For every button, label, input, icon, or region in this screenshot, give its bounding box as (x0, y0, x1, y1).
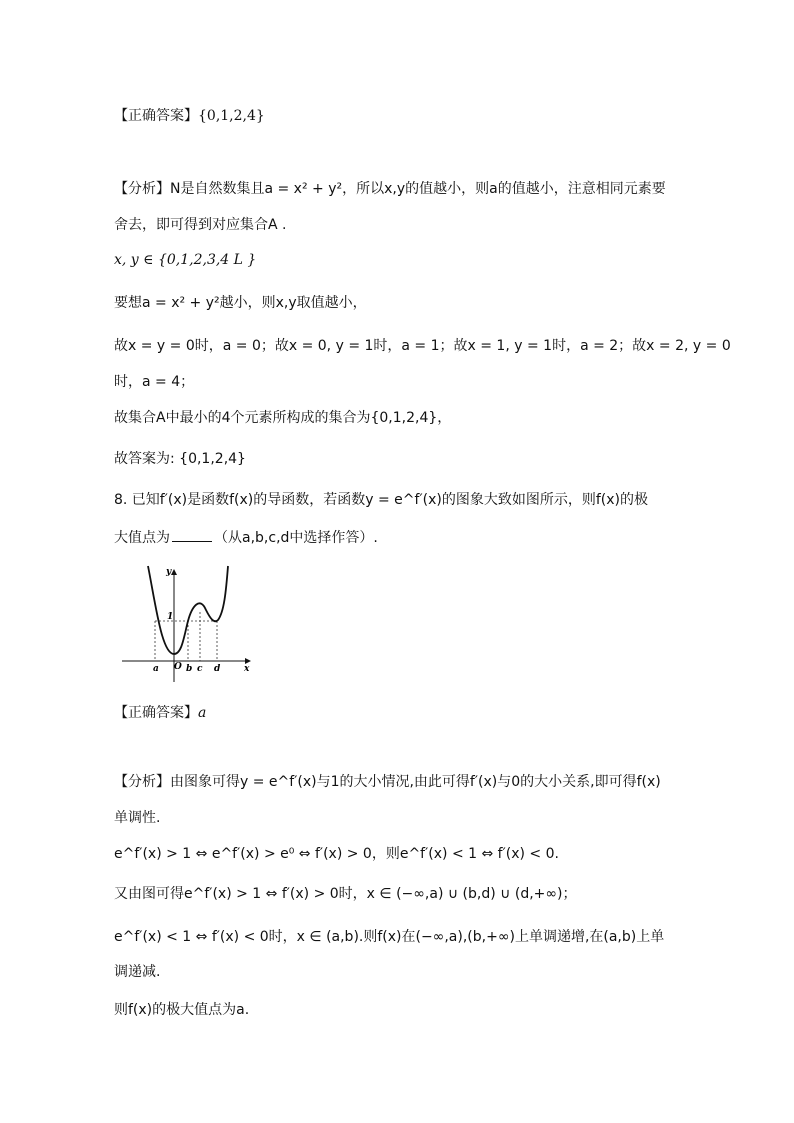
answer-value: {0,1,2,4} (198, 108, 265, 124)
analysis-2-line-3: e^f′(x) > 1 ⇔ e^f′(x) > e⁰ ⇔ f′(x) > 0，则e^f′(x) < 1 ⇔ f′(x) < 0. (114, 846, 559, 862)
analysis-2-line-2: 单调性. (114, 810, 161, 826)
analysis-1-line-6: 时，a = 4； (114, 374, 195, 390)
analysis-2-line-1: 【分析】由图象可得y = e^f′(x)与1的大小情况,由此可得f′(x)与0的大小关系,即可得f(x) (114, 774, 661, 790)
tick-c-label: c (197, 664, 203, 674)
function-graph (120, 562, 254, 684)
answer-label-2: 【正确答案】 (114, 705, 198, 721)
analysis-label: 【分析】 (114, 181, 170, 197)
curve (148, 566, 228, 654)
answer-line-1 (114, 106, 265, 126)
answer-label: 【正确答案】 (114, 108, 198, 124)
analysis-1-line-8: 故答案为: {0,1,2,4} (114, 451, 246, 467)
tick-d-label: d (214, 664, 221, 674)
question-8-line-2: 大值点为 （从a,b,c,d中选择作答）. (114, 527, 378, 548)
origin-label: O (174, 662, 182, 672)
x-label: x (244, 664, 250, 674)
one-label: 1 (167, 612, 174, 622)
y-label: y (166, 567, 172, 577)
analysis-2-line-4: 又由图可得e^f′(x) > 1 ⇔ f′(x) > 0时，x ∈ (−∞,a) ∪ (b,d) ∪ (d,+∞)； (114, 886, 577, 902)
analysis-1-line-3: x, y ∈ {0,1,2,3,4 L } (114, 252, 257, 268)
analysis-1-line-5: 故x = y = 0时，a = 0；故x = 0, y = 1时，a = 1；故x = 1, y = 1时，a = 2；故x = 2, y = 0 (114, 338, 731, 354)
answer-value-2: a (198, 705, 207, 721)
analysis-2-line-5: e^f′(x) < 1 ⇔ f′(x) < 0时，x ∈ (a,b).则f(x)在(−∞,a),(b,+∞)上单调递增,在(a,b)上单 (114, 929, 665, 945)
analysis-1-line-4: 要想a = x² + y²越小，则x,y取值越小， (114, 295, 367, 311)
question-8-line-1: 8. 已知f′(x)是函数f(x)的导函数，若函数y = e^f′(x)的图象大致如图所示，则f(x)的极 (114, 492, 648, 508)
analysis-2-line-6: 调递减. (114, 964, 161, 980)
analysis-1-line-2: 舍去，即可得到对应集合A . (114, 217, 287, 233)
answer-line-2 (114, 703, 206, 723)
analysis-1-line-1: 【分析】N是自然数集且a = x² + y²，所以x,y的值越小，则a的值越小，注意相同元素要 (114, 181, 666, 197)
answer-blank (172, 527, 212, 542)
analysis-1-line-7: 故集合A中最小的4个元素所构成的集合为{0,1,2,4}， (114, 410, 452, 426)
tick-b-label: b (186, 664, 193, 674)
tick-a-label: a (153, 664, 159, 674)
analysis-2-line-7: 则f(x)的极大值点为a. (114, 1002, 250, 1018)
analysis-label-2: 【分析】 (114, 774, 170, 790)
